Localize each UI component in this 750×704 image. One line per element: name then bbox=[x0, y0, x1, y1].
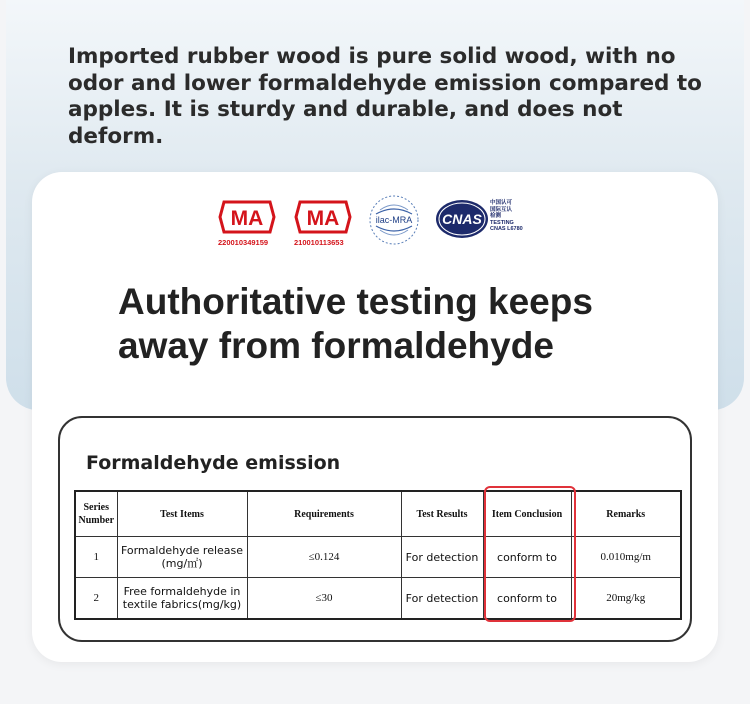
table-title: Formaldehyde emission bbox=[86, 452, 341, 474]
header-remarks: Remarks bbox=[571, 491, 681, 537]
cell-number: 2 bbox=[75, 578, 117, 620]
ma-number-2: 210010113653 bbox=[294, 238, 344, 247]
ilac-text: ilac-MRA bbox=[375, 215, 413, 225]
header-results: Test Results bbox=[401, 491, 483, 537]
cell-conclusion: conform to bbox=[483, 578, 571, 620]
cnas-side-text: 中国认可 国际互认 检测 TESTING CNAS L6780 bbox=[490, 200, 523, 232]
cell-remark: 0.010mg/m bbox=[571, 537, 681, 578]
test-report-panel bbox=[58, 416, 692, 642]
ma-number-1: 220010349159 bbox=[218, 238, 269, 247]
ma-logo-text: MA bbox=[306, 207, 340, 230]
table-row bbox=[75, 537, 681, 578]
cell-remark: 20mg/kg bbox=[571, 578, 681, 620]
header-items: Test Items bbox=[117, 491, 247, 537]
table-row bbox=[75, 578, 681, 620]
header-series: Series Number bbox=[75, 491, 117, 537]
test-report-table bbox=[74, 490, 682, 620]
ma-certification-logo-1 bbox=[218, 200, 276, 247]
intro-text: Imported rubber wood is pure solid wood, with no odor and lower formaldehyde emission compared to apples. It is sturdy and durable, and does not deform. bbox=[68, 44, 702, 149]
ma-certification-logo-2 bbox=[294, 200, 352, 247]
cell-requirement: ≤30 bbox=[247, 578, 401, 620]
cell-item: Formaldehyde release (mg/㎡) bbox=[117, 537, 247, 578]
conclusion-highlight-box bbox=[484, 486, 576, 622]
cell-result: For detection bbox=[401, 537, 483, 578]
certification-logos bbox=[32, 172, 718, 262]
header-requirements: Requirements bbox=[247, 491, 401, 537]
ilac-mra-logo bbox=[368, 194, 420, 250]
cnas-text: CNAS bbox=[442, 211, 482, 227]
header-conclusion: Item Conclusion bbox=[483, 491, 571, 537]
cnas-logo bbox=[434, 198, 490, 244]
cell-number: 1 bbox=[75, 537, 117, 578]
table-header-row bbox=[75, 491, 681, 537]
cell-item: Free formaldehyde in textile fabrics(mg/kg) bbox=[117, 578, 247, 620]
cell-requirement: ≤0.124 bbox=[247, 537, 401, 578]
ma-logo-text: MA bbox=[230, 207, 264, 230]
headline: Authoritative testing keeps away from formaldehyde bbox=[118, 281, 593, 366]
cell-result: For detection bbox=[401, 578, 483, 620]
cell-conclusion: conform to bbox=[483, 537, 571, 578]
